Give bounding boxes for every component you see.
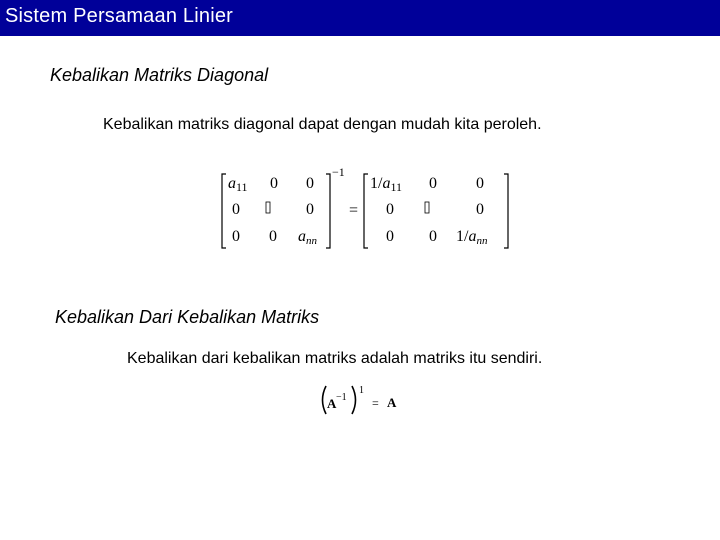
left-bracket-close [326,174,330,248]
section-text-diagonal: Kebalikan matriks diagonal dapat dengan mudah kita peroleh. [103,116,542,133]
right-r1c1: 1/a11 [370,175,403,194]
inner-exponent: −1 [336,392,347,403]
left-r2c2-placeholder [266,202,270,213]
equation-inverse-of-inverse [318,380,408,420]
right-r3c1: 0 [386,228,394,245]
right-r3c3: 1/ann [456,228,488,247]
paren-open [323,386,327,414]
paren-close [352,386,356,414]
outer-exponent: 1 [359,385,364,396]
left-r3c1: 0 [232,228,240,245]
right-r2c2-placeholder [425,202,429,213]
left-r3c3: ann [298,228,317,247]
left-r2c1: 0 [232,201,240,218]
exponent-minus-one: −1 [332,165,345,179]
title-bar [0,0,720,36]
result-matrix-A: A [387,395,397,410]
left-r1c1: a11 [228,175,248,194]
left-bracket-open [222,174,226,248]
equation-diagonal-inverse [210,160,530,255]
section-text-inverse-of-inverse: Kebalikan dari kebalikan matriks adalah matriks itu sendiri. [127,350,543,367]
section-heading-diagonal: Kebalikan Matriks Diagonal [50,65,269,85]
left-r3c2: 0 [269,228,277,245]
right-r2c3: 0 [476,201,484,218]
left-r1c3: 0 [306,175,314,192]
section-heading-inverse-of-inverse: Kebalikan Dari Kebalikan Matriks [55,307,320,327]
page-title: Sistem Persamaan Linier [5,5,234,27]
right-bracket-close [504,174,508,248]
left-r1c2: 0 [270,175,278,192]
equals-sign: = [349,202,359,219]
right-r2c1: 0 [386,201,394,218]
right-r3c2: 0 [429,228,437,245]
right-bracket-open [364,174,368,248]
right-r1c3: 0 [476,175,484,192]
equals-sign: = [372,396,379,410]
right-r1c2: 0 [429,175,437,192]
inner-matrix-A: A [327,396,337,411]
left-r2c3: 0 [306,201,314,218]
